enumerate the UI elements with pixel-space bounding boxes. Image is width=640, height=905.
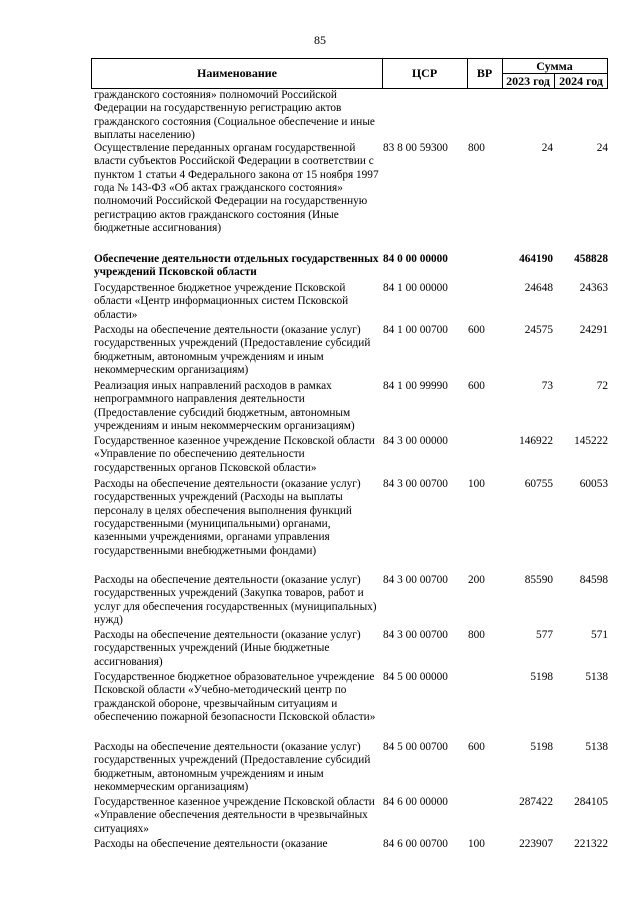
row-csr: 84 1 00 99990 <box>383 380 448 392</box>
row-sum-2023: 24648 <box>524 282 553 294</box>
header-csr: ЦСР <box>382 59 468 88</box>
header-name: Наименование <box>92 59 383 88</box>
row-csr: 84 5 00 00700 <box>383 741 448 753</box>
table-row <box>91 282 608 324</box>
row-name: Расходы на обеспечение деятельности (оказание услуг) государственных учреждений (Закупка товаров, работ и услуг для обеспечения государственных (муниципальных) нужд) <box>94 574 377 627</box>
header-sum: Сумма <box>502 59 607 74</box>
row-csr: 83 8 00 59300 <box>383 142 448 154</box>
row-sum-2023: 24575 <box>524 324 553 336</box>
row-sum-2024: 284105 <box>574 796 608 808</box>
row-sum-2023: 5198 <box>530 671 553 683</box>
row-vr <box>466 253 501 282</box>
table-row <box>91 574 608 629</box>
row-sum-2023 <box>501 89 553 142</box>
row-name: Государственное казенное учреждение Псковской области «Управление обеспечения деятельности в чрезвычайных ситуациях» <box>94 796 375 835</box>
row-csr: 84 3 00 00700 <box>383 629 448 641</box>
row-vr: 600 <box>468 380 485 392</box>
row-name: Государственное бюджетное образовательное учреждение Псковской области «Учебно-методический центр по гражданской обороне, чрезвычайным ситуациям и обеспечению пожарной безопасности Псковской области» <box>94 671 376 724</box>
header-year-2023: 2023 год <box>502 74 555 88</box>
row-csr: 84 1 00 00700 <box>383 324 448 336</box>
row-name: Реализация иных направлений расходов в рамках непрограммного направления деятельности (Предоставление субсидий бюджетным, автономным учреждениям и иным некоммерческим организациям) <box>94 380 355 433</box>
row-sum-2023: 464190 <box>519 253 553 265</box>
row-vr: 600 <box>468 741 485 753</box>
row-vr: 800 <box>468 629 485 641</box>
row-vr: 100 <box>468 838 485 850</box>
row-csr: 84 1 00 00000 <box>383 282 448 294</box>
row-name: Расходы на обеспечение деятельности (оказание услуг) государственных учреждений (Иные бюджетные ассигнования) <box>94 629 361 668</box>
row-name: Осуществление переданных органам государственной власти субъектов Российской Федерации в соответствии с пунктом 1 статьи 4 Федерального закона от 15 ноября 1997 года № 143-ФЗ «Об актах гражданского состояния» полномочий Российской Федерации на государственную регистрацию актов гражданского состояния (Иные бюджетные ассигнования) <box>94 142 379 235</box>
row-vr: 800 <box>468 142 485 154</box>
row-sum-2024: 24363 <box>579 282 608 294</box>
row-vr <box>466 89 501 142</box>
row-name: Расходы на обеспечение деятельности (оказание услуг) государственных учреждений (Предоставление субсидий бюджетным, автономным учреждениям и иным некоммерческим организациям) <box>94 324 371 377</box>
row-sum-2024: 24291 <box>579 324 608 336</box>
row-csr: 84 6 00 00000 <box>383 796 448 808</box>
table-row <box>91 671 608 741</box>
row-csr <box>381 89 466 142</box>
table-row <box>91 89 608 142</box>
row-sum-2023: 577 <box>536 629 553 641</box>
row-vr <box>466 282 501 324</box>
row-csr: 84 3 00 00700 <box>383 574 448 586</box>
row-sum-2024: 60053 <box>579 478 608 490</box>
page-number: 85 <box>314 33 326 47</box>
row-csr: 84 3 00 00700 <box>383 478 448 490</box>
row-sum-2024: 72 <box>596 380 608 392</box>
row-sum-2024: 145222 <box>574 435 608 447</box>
row-name: Расходы на обеспечение деятельности (оказание услуг) государственных учреждений (Расходы на выплаты персоналу в целях обеспечения выполнения функций государственными (муниципальными) органами, казенными учреждениями, органами управления государственными внебюджетными фондами) <box>94 478 361 557</box>
table-row <box>91 142 608 253</box>
row-sum-2024: 5138 <box>585 671 608 683</box>
row-name: Государственное бюджетное учреждение Псковской области «Центр информационных систем Псковской области» <box>94 282 349 321</box>
table-body <box>91 89 608 853</box>
row-sum-2024: 84598 <box>579 574 608 586</box>
table-row <box>91 253 608 282</box>
table-row <box>91 629 608 671</box>
table-row <box>91 380 608 435</box>
header-vr: ВР <box>467 59 503 88</box>
row-csr: 84 5 00 00000 <box>383 671 448 683</box>
header-year-2024: 2024 год <box>559 73 603 88</box>
row-csr: 84 3 00 00000 <box>383 435 448 447</box>
row-csr: 84 6 00 00700 <box>383 838 448 850</box>
row-name: гражданского состояния» полномочий Российской Федерации на государственную регистрацию актов гражданского состояния (Социальное обеспечение и иные выплаты населению) <box>94 89 375 142</box>
row-sum-2023: 287422 <box>519 796 553 808</box>
row-name: Расходы на обеспечение деятельности (оказание <box>94 838 328 850</box>
row-csr: 84 0 00 00000 <box>383 253 448 265</box>
table-row <box>91 796 608 838</box>
row-vr <box>466 435 501 478</box>
row-vr: 200 <box>468 574 485 586</box>
row-sum-2023: 85590 <box>524 574 553 586</box>
row-name: Расходы на обеспечение деятельности (оказание услуг) государственных учреждений (Предоставление субсидий бюджетным, автономным учреждениям и иным некоммерческим организациям) <box>94 741 371 794</box>
table-row <box>91 838 608 853</box>
row-sum-2023: 24 <box>541 142 553 154</box>
row-vr <box>466 671 501 741</box>
row-sum-2024: 221322 <box>574 838 608 850</box>
row-sum-2024: 24 <box>596 142 608 154</box>
row-sum-2023: 60755 <box>524 478 553 490</box>
row-sum-2023: 5198 <box>530 741 553 753</box>
row-vr <box>466 796 501 838</box>
table-row <box>91 435 608 478</box>
row-vr: 600 <box>468 324 485 336</box>
table-row <box>91 478 608 574</box>
row-sum-2023: 73 <box>541 380 553 392</box>
table-row <box>91 324 608 380</box>
row-vr: 100 <box>468 478 485 490</box>
table-header <box>91 58 608 89</box>
row-name: Государственное казенное учреждение Псковской области «Управление по обеспечению деятельности государственных органов Псковской области» <box>94 435 375 474</box>
row-sum-2024: 5138 <box>585 741 608 753</box>
row-sum-2024: 571 <box>591 629 608 641</box>
row-name: Обеспечение деятельности отдельных государственных учреждений Псковской области <box>94 253 379 279</box>
table-row <box>91 741 608 796</box>
row-sum-2024: 458828 <box>574 253 608 265</box>
row-sum-2023: 223907 <box>519 838 553 850</box>
row-sum-2023: 146922 <box>519 435 553 447</box>
row-sum-2024 <box>553 89 608 142</box>
